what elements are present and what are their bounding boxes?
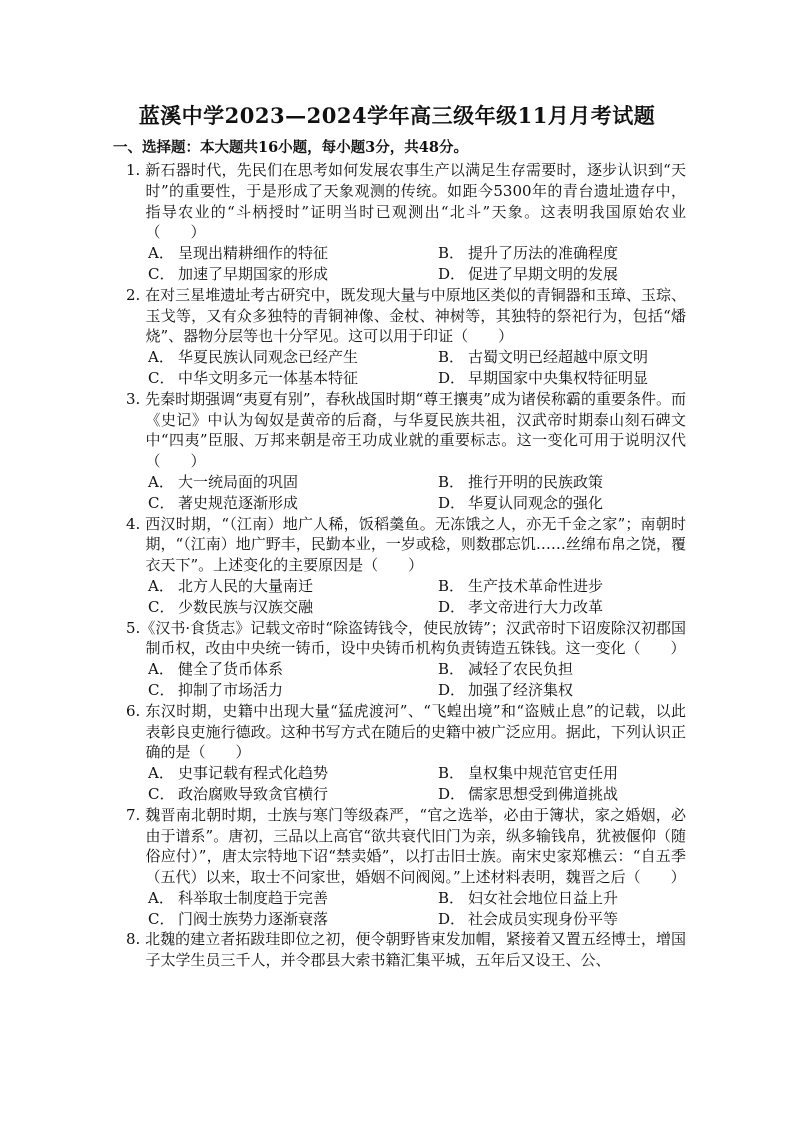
option-text: 北方人民的大量南迁 — [178, 576, 314, 595]
option-a[interactable] — [148, 659, 438, 680]
option-letter: B． — [438, 244, 465, 263]
option-text: 孝文帝进行大力改革 — [468, 597, 604, 616]
option-d[interactable] — [438, 264, 708, 285]
option-a[interactable] — [148, 576, 438, 597]
option-letter: A． — [148, 576, 174, 595]
option-a[interactable] — [148, 888, 438, 909]
option-text: 史事记载有程式化趋势 — [178, 764, 329, 783]
option-letter: A． — [148, 348, 174, 367]
answer-options — [126, 763, 686, 805]
option-letter: C． — [148, 493, 175, 512]
option-text: 呈现出精耕细作的特征 — [178, 244, 329, 263]
option-text: 政治腐败导致贪官横行 — [178, 784, 329, 803]
option-d[interactable] — [438, 680, 708, 701]
option-letter: D． — [438, 680, 466, 699]
answer-options — [126, 347, 686, 389]
option-text: 健全了货币体系 — [178, 660, 284, 679]
answer-options — [126, 576, 686, 618]
option-a[interactable] — [148, 763, 438, 784]
option-text: 促进了早期文明的发展 — [468, 264, 619, 283]
option-text: 中华文明多元一体基本特征 — [178, 368, 359, 387]
option-b[interactable] — [438, 763, 708, 784]
option-letter: B． — [438, 348, 465, 367]
question-stem: 3. 先秦时期强调“夷夏有别”，春秋战国时期“尊王攘夷”成为诸侯称霸的重要条件。而《史记》中认为匈奴是黄帝的后裔，与华夏民族共祖，汉武帝时期泰山刻石碑文中“四夷”臣服、万邦来朝是帝王功成业就的重要标志。这一变化可用于说明汉代（ ） — [126, 389, 686, 471]
question-stem: 1. 新石器时代，先民们在思考如何发展农事生产以满足生存需要时，逐步认识到“天时”的重要性，于是形成了天象观测的传统。如距今5300年的青台遗址遗存中，指导农业的“斗柄授时”证明当时已观测出“北斗”天象。这表明我国原始农业（ ） — [126, 161, 686, 242]
option-text: 华夏认同观念的强化 — [468, 493, 604, 512]
option-b[interactable] — [438, 243, 708, 264]
option-letter: C． — [148, 680, 175, 699]
option-letter: D． — [438, 784, 466, 803]
option-b[interactable] — [438, 576, 708, 597]
option-letter: A． — [148, 764, 174, 783]
option-d[interactable] — [438, 493, 708, 514]
option-letter: C． — [148, 264, 175, 283]
option-text: 提升了历法的准确程度 — [468, 244, 619, 263]
option-letter: A． — [148, 888, 174, 907]
option-text: 社会成员实现身份平等 — [468, 909, 619, 928]
option-a[interactable] — [148, 347, 438, 368]
option-d[interactable] — [438, 909, 708, 930]
question-stem: 8. 北魏的建立者拓跋珪即位之初，便令朝野皆束发加帽，紧接着又置五经博士，增国子太学生员三千人，并令郡县大索书籍汇集平城，五年后又设王、公、 — [126, 930, 686, 970]
option-letter: B． — [438, 576, 465, 595]
option-a[interactable] — [148, 472, 438, 493]
option-text: 门阀士族势力逐渐衰落 — [178, 909, 329, 928]
question-stem: 6. 东汉时期，史籍中出现大量“猛虎渡河”、“飞蝗出境”和“盗贼止息”的记载，以此表彰良吏施行德政。这种书写方式在随后的史籍中被广泛应用。据此，下列认识正确的是（ ） — [126, 701, 686, 762]
option-text: 儒家思想受到佛道挑战 — [468, 784, 619, 803]
option-text: 抑制了市场活力 — [178, 680, 284, 699]
question-stem: 5.《汉书·食货志》记载文帝时“除盗铸钱令，使民放铸”；汉武帝时下诏废除汉初郡国制币权，改由中央统一铸币，设中央铸币机构负责铸造五铢钱。这一变化（ ） — [126, 618, 686, 658]
option-letter: A． — [148, 244, 174, 263]
option-letter: B． — [438, 472, 465, 491]
question-8 — [126, 929, 686, 971]
option-d[interactable] — [438, 597, 708, 618]
option-letter: C． — [148, 909, 175, 928]
option-letter: D． — [438, 264, 466, 283]
question-stem: 4. 西汉时期，“（江南）地广人稀，饭稻羹鱼。无冻饿之人，亦无千金之家”；南朝时期，“（江南）地广野丰，民勤本业，一岁或稔，则数郡忘饥……丝绵布帛之饶，覆衣天下”。上述变化的主要原因是（ ） — [126, 514, 686, 575]
option-letter: B． — [438, 660, 465, 679]
option-letter: D． — [438, 368, 466, 387]
question-list — [126, 160, 686, 971]
option-b[interactable] — [438, 472, 708, 493]
option-letter: D． — [438, 597, 466, 616]
question-4 — [126, 514, 686, 618]
option-c[interactable] — [148, 784, 438, 805]
option-text: 著史规范逐渐形成 — [178, 493, 299, 512]
option-text: 古蜀文明已经超越中原文明 — [468, 348, 649, 367]
option-text: 早期国家中央集权特征明显 — [468, 368, 649, 387]
option-letter: B． — [438, 764, 465, 783]
option-c[interactable] — [148, 368, 438, 389]
question-7 — [126, 805, 686, 930]
option-text: 推行开明的民族政策 — [468, 472, 604, 491]
option-text: 妇女社会地位日益上升 — [468, 888, 619, 907]
question-stem: 7. 魏晋南北朝时期，士族与寒门等级森严，“官之选举，必由于簿状，家之婚姻，必由于谱系”。唐初，三品以上高官“欲共衰代旧门为亲，纵多输钱帛，犹被偃仰（随俗应付）”，唐太宗特地下诏“禁卖婚”，以打击旧士族。南宋史家郑樵云：“自五季（五代）以来，取士不问家世，婚姻不问阀阅。”上述材料表明，魏晋之后（ ） — [126, 805, 686, 887]
question-2 — [126, 285, 686, 389]
option-letter: C． — [148, 368, 175, 387]
option-text: 华夏民族认同观念已经产生 — [178, 348, 359, 367]
answer-options — [126, 888, 686, 930]
option-a[interactable] — [148, 243, 438, 264]
option-letter: A． — [148, 472, 174, 491]
question-3 — [126, 389, 686, 514]
answer-options — [126, 472, 686, 514]
option-d[interactable] — [438, 368, 708, 389]
option-d[interactable] — [438, 784, 708, 805]
option-letter: D． — [438, 493, 466, 512]
option-text: 皇权集中规范官吏任用 — [468, 764, 619, 783]
option-text: 生产技术革命性进步 — [468, 576, 604, 595]
option-text: 加强了经济集权 — [468, 680, 574, 699]
question-6 — [126, 701, 686, 805]
answer-options — [126, 243, 686, 285]
option-text: 大一统局面的巩固 — [178, 472, 299, 491]
question-stem: 2. 在对三星堆遗址考古研究中，既发现大量与中原地区类似的青铜器和玉璋、玉琮、玉戈等，又有众多独特的青铜神像、金杖、神树等，其独特的祭祀行为，包括“燔烧”、器物分层等也十分罕见。这可以用于印证（ ） — [126, 285, 686, 346]
option-c[interactable] — [148, 680, 438, 701]
option-c[interactable] — [148, 597, 438, 618]
option-text: 少数民族与汉族交融 — [178, 597, 314, 616]
question-1 — [126, 160, 686, 285]
option-text: 科举取士制度趋于完善 — [178, 888, 329, 907]
option-text: 加速了早期国家的形成 — [178, 264, 329, 283]
option-b[interactable] — [438, 888, 708, 909]
option-letter: A． — [148, 660, 174, 679]
option-b[interactable] — [438, 347, 708, 368]
option-letter: C． — [148, 784, 175, 803]
option-text: 减轻了农民负担 — [468, 660, 574, 679]
option-c[interactable] — [148, 909, 438, 930]
exam-title: 蓝溪中学2023—2024学年高三级年级11月月考试题 — [138, 103, 656, 128]
section-heading: 一、选择题：本大题共16小题，每小题3分，共48分。 — [113, 139, 468, 156]
answer-options — [126, 659, 686, 701]
question-5 — [126, 618, 686, 701]
option-c[interactable] — [148, 264, 438, 285]
option-c[interactable] — [148, 493, 438, 514]
option-b[interactable] — [438, 659, 708, 680]
option-letter: D． — [438, 909, 466, 928]
option-letter: C． — [148, 597, 175, 616]
option-letter: B． — [438, 888, 465, 907]
